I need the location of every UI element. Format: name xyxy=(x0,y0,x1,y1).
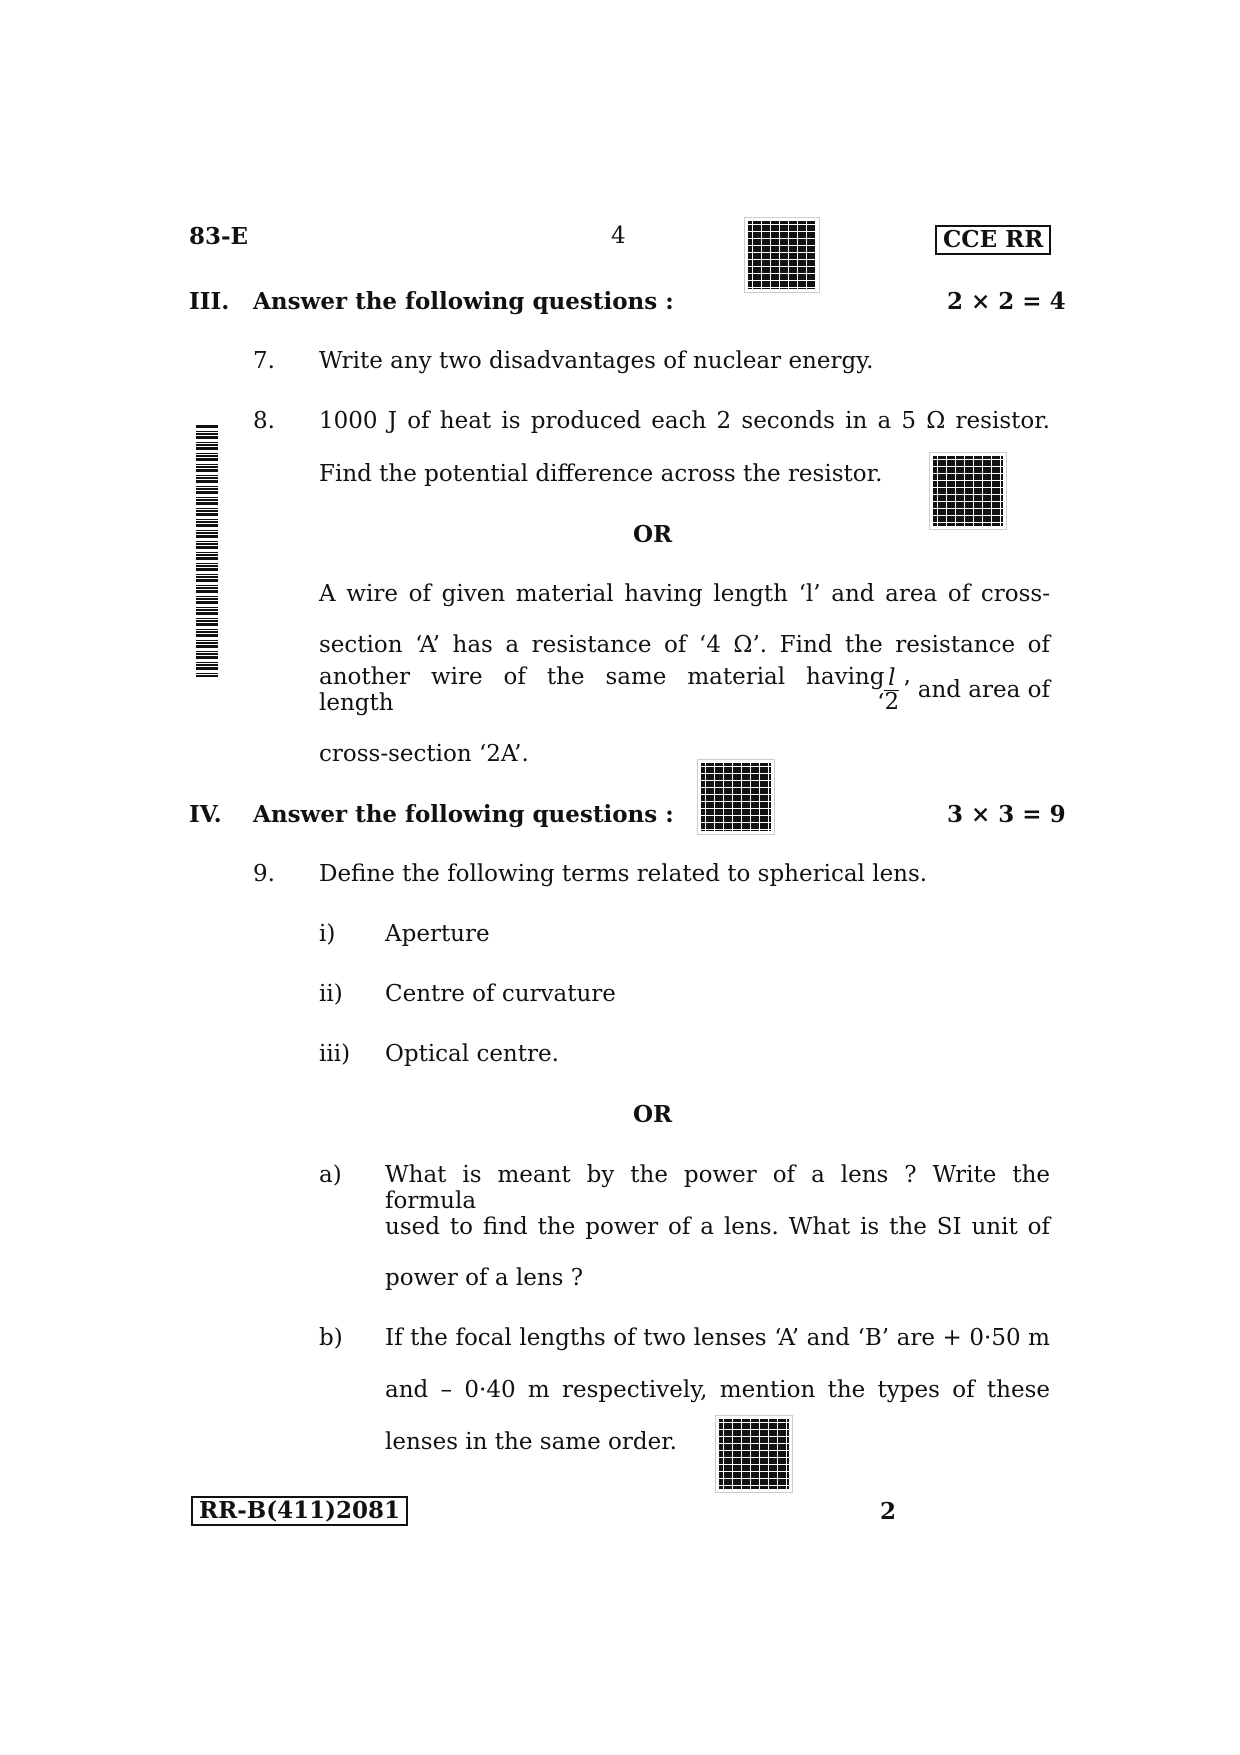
question-text: lenses in the same order. xyxy=(385,1429,677,1455)
list-item-label: i) xyxy=(319,921,336,947)
question-text: cross-section ‘2A’. xyxy=(319,741,529,767)
list-item-text: Aperture xyxy=(385,921,490,947)
qr-code-icon xyxy=(745,218,819,292)
question-number: 8. xyxy=(253,408,275,434)
question-text: section ‘A’ has a resistance of ‘4 Ω’. Find the resistance of xyxy=(319,632,1050,658)
cce-badge: CCE RR xyxy=(935,225,1051,255)
fraction xyxy=(884,664,900,715)
qr-code-icon xyxy=(930,453,1006,529)
list-item-label: ii) xyxy=(319,981,343,1007)
section-marks: 2 × 2 = 4 xyxy=(947,288,1066,315)
section-title: Answer the following questions : xyxy=(253,288,674,315)
list-item-text: Optical centre. xyxy=(385,1041,559,1067)
question-text: ’ and area of xyxy=(903,677,1050,703)
fraction-denominator: 2 xyxy=(884,688,900,715)
question-text: What is meant by the power of a lens ? Write the formula xyxy=(385,1162,1050,1214)
question-text: Define the following terms related to spherical lens. xyxy=(319,861,928,887)
question-line-with-fraction xyxy=(319,664,1050,716)
page-number: 4 xyxy=(611,223,626,249)
question-text: A wire of given material having length ‘l’ and area of cross- xyxy=(319,581,1050,607)
qr-code-icon xyxy=(698,760,774,834)
paper-code: 83-E xyxy=(189,223,249,250)
footer-code: RR-B(411)2081 xyxy=(191,1496,408,1526)
barcode-icon xyxy=(196,425,218,677)
question-text: Write any two disadvantages of nuclear energy. xyxy=(319,348,874,374)
section-number: IV. xyxy=(189,801,222,828)
question-text: used to find the power of a lens. What is the SI unit of xyxy=(385,1214,1050,1240)
list-item-label: b) xyxy=(319,1325,343,1351)
question-number: 7. xyxy=(253,348,275,374)
question-text: power of a lens ? xyxy=(385,1265,584,1291)
qr-code-icon xyxy=(716,1416,792,1492)
question-text: If the focal lengths of two lenses ‘A’ and ‘B’ are + 0·50 m xyxy=(385,1325,1050,1351)
list-item-label: a) xyxy=(319,1162,342,1188)
question-text: and – 0·40 m respectively, mention the types of these xyxy=(385,1377,1050,1403)
question-text: another wire of the same material having length ‘ xyxy=(319,664,885,716)
section-title: Answer the following questions : xyxy=(253,801,674,828)
question-number: 9. xyxy=(253,861,275,887)
or-separator: OR xyxy=(633,521,673,548)
list-item-text: Centre of curvature xyxy=(385,981,616,1007)
fraction-numerator: l xyxy=(884,667,899,691)
list-item-label: iii) xyxy=(319,1041,351,1067)
section-number: III. xyxy=(189,288,230,315)
or-separator: OR xyxy=(633,1101,673,1128)
footer-page-number: 2 xyxy=(880,1498,897,1525)
question-text: Find the potential difference across the resistor. xyxy=(319,461,883,487)
section-marks: 3 × 3 = 9 xyxy=(947,801,1066,828)
question-text: 1000 J of heat is produced each 2 seconds in a 5 Ω resistor. xyxy=(319,408,1050,434)
